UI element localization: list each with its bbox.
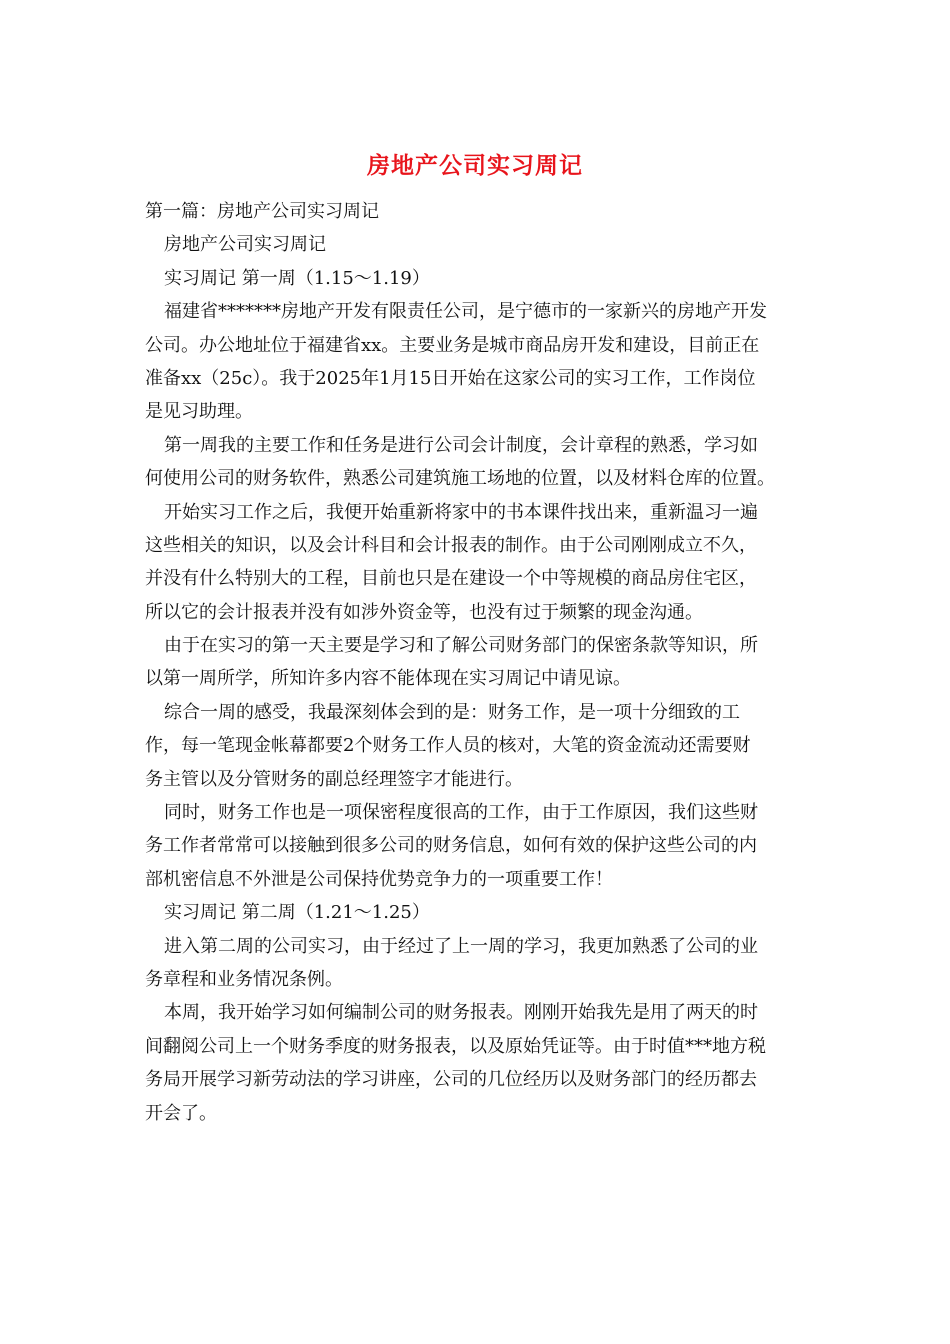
text-line: 由于在实习的第一天主要是学习和了解公司财务部门的保密条款等知识，所 [164, 635, 758, 657]
text-line: 并没有什么特别大的工程，目前也只是在建设一个中等规模的商品房住宅区， [145, 568, 757, 590]
text-line: 间翻阅公司上一个财务季度的财务报表，以及原始凭证等。由于时值***地方税 [145, 1035, 766, 1057]
text-line: 何使用公司的财务软件，熟悉公司建筑施工场地的位置，以及材料仓库的位置。 [145, 468, 775, 490]
text-line: 实习周记 第二周（1.21～1.25） [164, 902, 430, 924]
document-body [145, 195, 805, 1130]
text-line: 这些相关的知识，以及会计科目和会计报表的制作。由于公司刚刚成立不久， [145, 534, 757, 556]
text-line: 务主管以及分管财务的副总经理签字才能进行。 [145, 768, 523, 790]
text-line: 同时，财务工作也是一项保密程度很高的工作，由于工作原因，我们这些财 [164, 802, 758, 824]
text-line: 务章程和业务情况条例。 [145, 968, 343, 990]
text-line: 开会了。 [145, 1102, 217, 1124]
text-line: 第一周我的主要工作和任务是进行公司会计制度，会计章程的熟悉，学习如 [164, 434, 758, 456]
text-line: 房地产公司实习周记 [164, 234, 326, 256]
text-line: 实习周记 第一周（1.15～1.19） [164, 267, 430, 289]
text-line: 是见习助理。 [145, 401, 253, 423]
text-line: 作，每一笔现金帐幕都要2个财务工作人员的核对，大笔的资金流动还需要财 [145, 735, 751, 757]
text-line: 务工作者常常可以接触到很多公司的财务信息，如何有效的保护这些公司的内 [145, 835, 757, 857]
document-title: 房地产公司实习周记 [367, 152, 583, 179]
text-line: 务局开展学习新劳动法的学习讲座，公司的几位经历以及财务部门的经历都去 [145, 1069, 757, 1091]
text-line: 所以它的会计报表并没有如涉外资金等，也没有过于频繁的现金沟通。 [145, 601, 703, 623]
text-line: 福建省*******房地产开发有限责任公司，是宁德市的一家新兴的房地产开发 [164, 301, 767, 323]
text-line: 公司。办公地址位于福建省xx。主要业务是城市商品房开发和建设，目前正在 [145, 334, 760, 356]
text-line: 准备xx（25c）。我于2025年1月15日开始在这家公司的实习工作，工作岗位 [145, 367, 756, 389]
text-line: 综合一周的感受，我最深刻体会到的是：财务工作，是一项十分细致的工 [164, 701, 740, 723]
text-line: 本周，我开始学习如何编制公司的财务报表。刚刚开始我先是用了两天的时 [164, 1002, 758, 1024]
text-line: 开始实习工作之后，我便开始重新将家中的书本课件找出来，重新温习一遍 [164, 501, 758, 523]
text-line: 第一篇：房地产公司实习周记 [145, 201, 379, 222]
text-line: 进入第二周的公司实习，由于经过了上一周的学习，我更加熟悉了公司的业 [164, 935, 758, 957]
text-line: 部机密信息不外泄是公司保持优势竞争力的一项重要工作！ [145, 868, 613, 890]
text-line: 以第一周所学，所知许多内容不能体现在实习周记中请见谅。 [145, 668, 631, 690]
